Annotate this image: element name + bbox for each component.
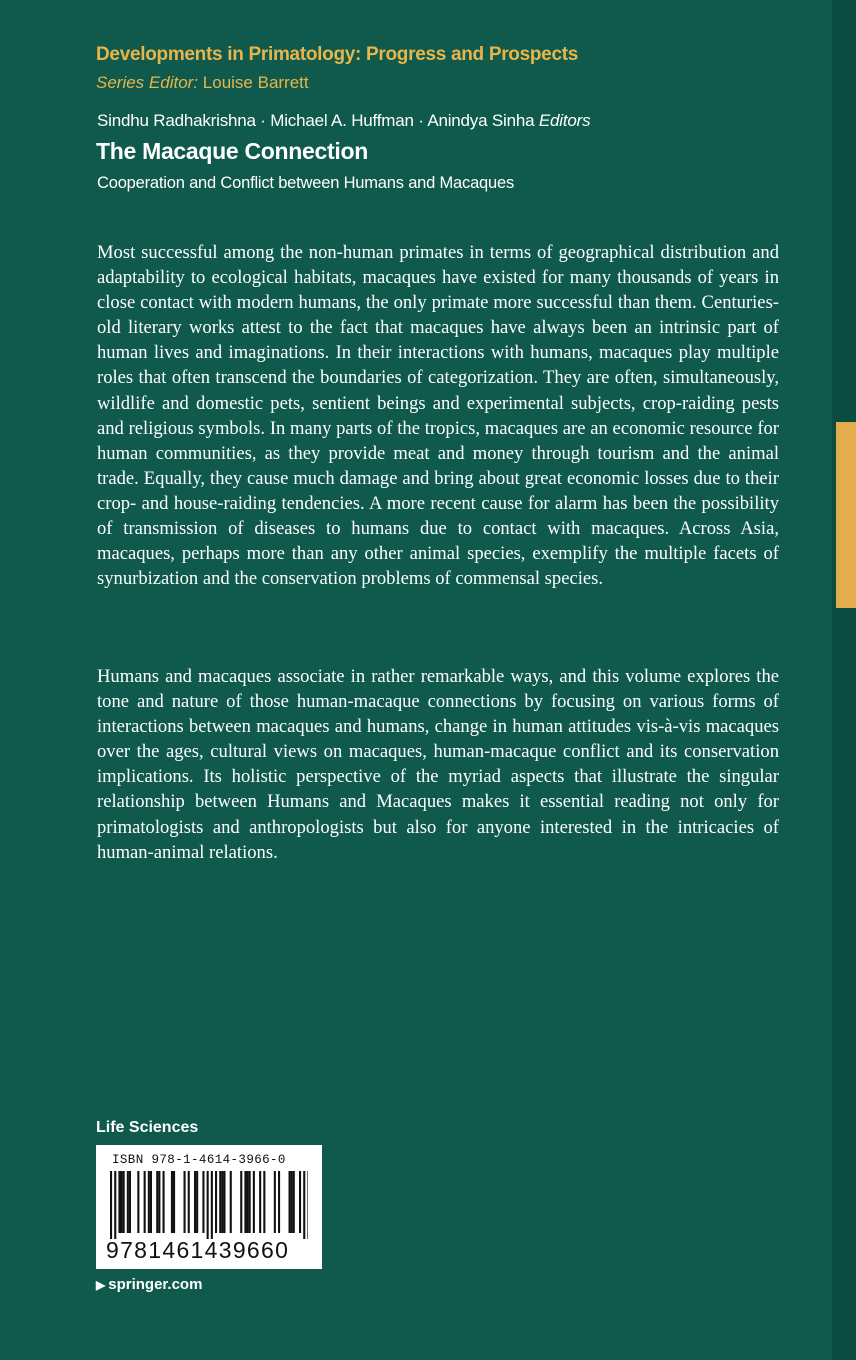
barcode-bar xyxy=(144,1171,146,1233)
barcode-bar xyxy=(215,1171,217,1233)
editor-names: Sindhu Radhakrishna · Michael A. Huffman · Anindya Sinha xyxy=(97,111,535,130)
blurb-paragraph-2: Humans and macaques associate in rather remarkable ways, and this volume explores the tone and nature of those human-macaque connections by focusing on various forms of interactions between macaques and humans, change in human attitudes vis-à-vis macaques over the ages, cultural views on macaques, human-macaque conflict and its conservation implications. Its holistic perspective of the myriad aspects that illustrate the singular relationship between Humans and Macaques makes it essential reading not only for primatologists and anthropologists but also for anyone interested in the intricacies of human-animal relations. xyxy=(97,666,779,863)
barcode-bar xyxy=(118,1171,120,1233)
ean-digits: 9781461439660 xyxy=(106,1237,290,1263)
barcode-bar xyxy=(148,1171,150,1233)
barcode-bar xyxy=(247,1171,249,1233)
barcode-bar xyxy=(114,1171,116,1239)
barcode-bar xyxy=(293,1171,295,1233)
barcode-bar xyxy=(196,1171,198,1233)
barcode-bar xyxy=(110,1171,112,1239)
subject-category: Life Sciences xyxy=(96,1119,199,1136)
barcode-bar xyxy=(259,1171,261,1233)
barcode-bar xyxy=(249,1171,251,1233)
barcode-bar xyxy=(278,1171,280,1233)
barcode-bar xyxy=(137,1171,139,1233)
book-subtitle: Cooperation and Conflict between Humans and Macaques xyxy=(97,174,515,192)
barcode-bar xyxy=(307,1171,308,1239)
barcode-bar xyxy=(211,1171,213,1239)
barcode-bar xyxy=(194,1171,196,1233)
book-title: The Macaque Connection xyxy=(96,138,368,164)
barcode-bar xyxy=(173,1171,175,1233)
barcode-bar xyxy=(171,1171,173,1233)
barcode-bar xyxy=(207,1171,209,1239)
barcode-bar xyxy=(221,1171,223,1233)
barcode-bar xyxy=(253,1171,255,1233)
isbn-label: ISBN 978-1-4614-3966-0 xyxy=(112,1153,286,1167)
barcode-bar xyxy=(303,1171,305,1239)
barcode-bar xyxy=(123,1171,125,1233)
barcode-bar xyxy=(129,1171,131,1233)
barcode-bar xyxy=(223,1171,225,1233)
barcode-bar xyxy=(289,1171,291,1233)
book-editors xyxy=(97,111,590,131)
barcode-bar xyxy=(156,1171,158,1233)
spine-accent-bar xyxy=(836,422,856,608)
barcode-bar xyxy=(230,1171,232,1233)
series-editor xyxy=(96,73,309,93)
barcode-bar xyxy=(150,1171,152,1233)
barcode-bar xyxy=(163,1171,165,1233)
barcode-bar xyxy=(127,1171,129,1233)
publisher-url: springer.com xyxy=(108,1276,203,1293)
series-title: Developments in Primatology: Progress and Prospects xyxy=(96,44,579,65)
triangle-right-icon: ▶ xyxy=(96,1278,106,1292)
barcode-bar xyxy=(188,1171,190,1233)
barcode-panel xyxy=(96,1145,322,1269)
series-editor-name: Louise Barrett xyxy=(202,73,309,92)
barcode-bar xyxy=(291,1171,293,1233)
spine-edge xyxy=(832,0,856,1360)
barcode-bar xyxy=(299,1171,301,1233)
barcode-bar xyxy=(202,1171,204,1233)
barcode-bar xyxy=(184,1171,186,1233)
barcode-bar xyxy=(121,1171,123,1233)
editors-role: Editors xyxy=(538,111,591,130)
barcode-bar xyxy=(274,1171,276,1233)
blurb-paragraph-1: Most successful among the non-human primates in terms of geographical distribution and adaptability to ecological habitats, macaques have existed for many thousands of years in close contact with modern humans, the only primate more successful than them. Centuries-old literary works attest to the fact that macaques have always been an intrinsic part of human lives and imaginations. In their interactions with humans, macaques play multiple roles that often transcend the boundaries of categorization. They are often, simultaneously, wildlife and domestic pets, sentient beings and experimental subjects, crop-raiding pests and religious symbols. In many parts of the tropics, macaques are an economic resource for human communities, as they provide meat and money through tourism and the animal trade. Equally, they cause much damage and bring about great economic losses due to their crop- and house-raiding tendencies. A more recent cause for alarm has been the possibility of transmission of diseases to humans due to contact with macaques. Across Asia, macaques, perhaps more than any other animal species, exemplify the multiple facets of synurbization and the conservation problems of commensal species. xyxy=(97,242,779,590)
barcode-bar xyxy=(263,1171,265,1233)
barcode-bar xyxy=(219,1171,221,1233)
barcode-bar xyxy=(244,1171,246,1233)
barcode-bars xyxy=(108,1171,308,1239)
barcode-bar xyxy=(158,1171,160,1233)
publisher-link[interactable] xyxy=(96,1276,202,1293)
barcode-bar xyxy=(240,1171,242,1233)
series-editor-label: Series Editor: xyxy=(96,73,199,92)
